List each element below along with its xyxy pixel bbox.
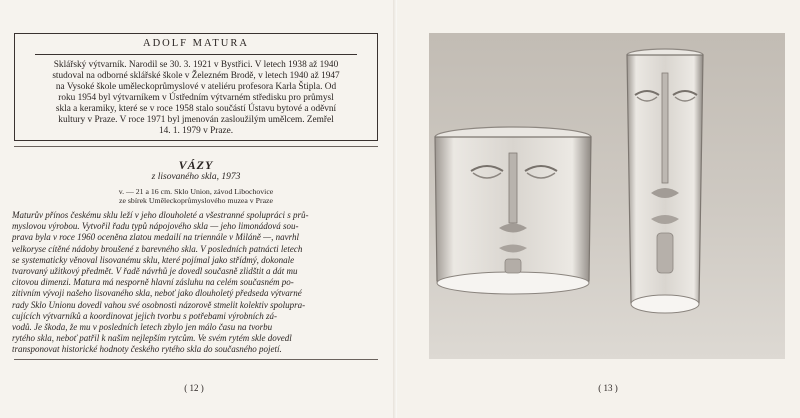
short-vase bbox=[435, 127, 591, 294]
essay-line: se systematicky věnoval lisovanému sklu, které pojímal jako střídmý, dokonale bbox=[12, 254, 295, 265]
essay-line: myslovou výrobou. Vytvořil řadu typů nápojového skla — jeho limonádová sou- bbox=[12, 221, 299, 232]
work-details bbox=[0, 187, 392, 205]
work-subtitle: z lisovaného skla, 1973 bbox=[151, 172, 241, 182]
bio-line: roku 1954 byl výtvarníkem v Ústředním výtvarném středisku pro průmysl bbox=[58, 93, 334, 103]
artist-bio-box bbox=[14, 33, 378, 141]
page-number-left: ( 12 ) bbox=[184, 383, 204, 393]
essay-line: vodů. Je škoda, že mu v posledních letech zbylo jen málo času na tvorbu bbox=[12, 322, 273, 333]
bio-line: kultury v Praze. V roce 1971 byl jmenován zasloužilým umělcem. Zemřel bbox=[58, 115, 334, 125]
section-divider bbox=[14, 146, 378, 147]
essay-line: prava byla v roce 1960 oceněna zlatou medailí na triennále v Miláně —, navrhl bbox=[12, 232, 299, 243]
bio-line: studoval na odborné sklářské škole v Železném Brodě, v letech 1940 až 1947 bbox=[52, 71, 340, 81]
essay-line: rady Sklo Unionu dovedl vahou své osobnosti názorově stmelit kolektiv spolupra- bbox=[12, 299, 306, 310]
artist-name: ADOLF MATURA bbox=[143, 38, 249, 49]
bio-line: skla a keramiky, které se v roce 1958 stalo součástí Ústavu bytové a oděvní bbox=[55, 104, 337, 114]
vases-photograph bbox=[429, 33, 785, 359]
footer-divider bbox=[14, 359, 378, 360]
essay-line: rytého skla, neboť patřil k našim nejlepším rytcům. Ve svém rytém skle dovedl bbox=[12, 333, 292, 344]
bio-line: na Vysoké škole uměleckoprůmyslové v ateliéru profesora Karla Štipla. Od bbox=[55, 82, 337, 92]
essay-line: transponovat historické hodnoty českého rytého skla do současného pojetí. bbox=[12, 344, 282, 355]
bio-line: 14. 1. 1979 v Praze. bbox=[158, 126, 234, 136]
essay-line: Maturův přínos českému sklu leží v jeho dlouholeté a všestranné spolupráci s prů- bbox=[12, 210, 309, 220]
detail-line: v. — 21 a 16 cm. Sklo Union, závod Libochovice bbox=[118, 187, 274, 196]
detail-line: ze sbírek Uměleckoprůmyslového muzea v Praze bbox=[119, 196, 273, 205]
bio-line: Sklářský výtvarník. Narodil se 30. 3. 1921 v Bystřici. V letech 1938 až 1940 bbox=[53, 60, 339, 70]
essay-text bbox=[12, 210, 382, 356]
bio-divider bbox=[35, 54, 357, 55]
essay-line: velkoryse cítěné nádoby broušené z barevného skla. V posledních patnácti letech bbox=[12, 243, 303, 254]
vases-illustration bbox=[429, 33, 785, 359]
artist-bio bbox=[21, 60, 371, 137]
left-page bbox=[0, 0, 396, 418]
essay-line: zitivním vývoji našeho lisovaného skla, neboť jako dlouholetý předseda výtvarné bbox=[12, 288, 302, 299]
essay-line: citovou dimenzi. Matura má nesporně hlavní zásluhu na celém současném po- bbox=[12, 277, 294, 288]
essay-line: tvarovaný užitkový předmět. V řadě návrhů je dovedl současně zlidštit a dát mu bbox=[12, 266, 298, 277]
tall-vase bbox=[627, 49, 703, 313]
page-number-right: ( 13 ) bbox=[598, 383, 618, 393]
essay-line: cujících výtvarníků a koordinovat jejich tvorbu s potřebami výrobních zá- bbox=[12, 310, 278, 321]
work-title: VÁZY bbox=[178, 158, 214, 172]
